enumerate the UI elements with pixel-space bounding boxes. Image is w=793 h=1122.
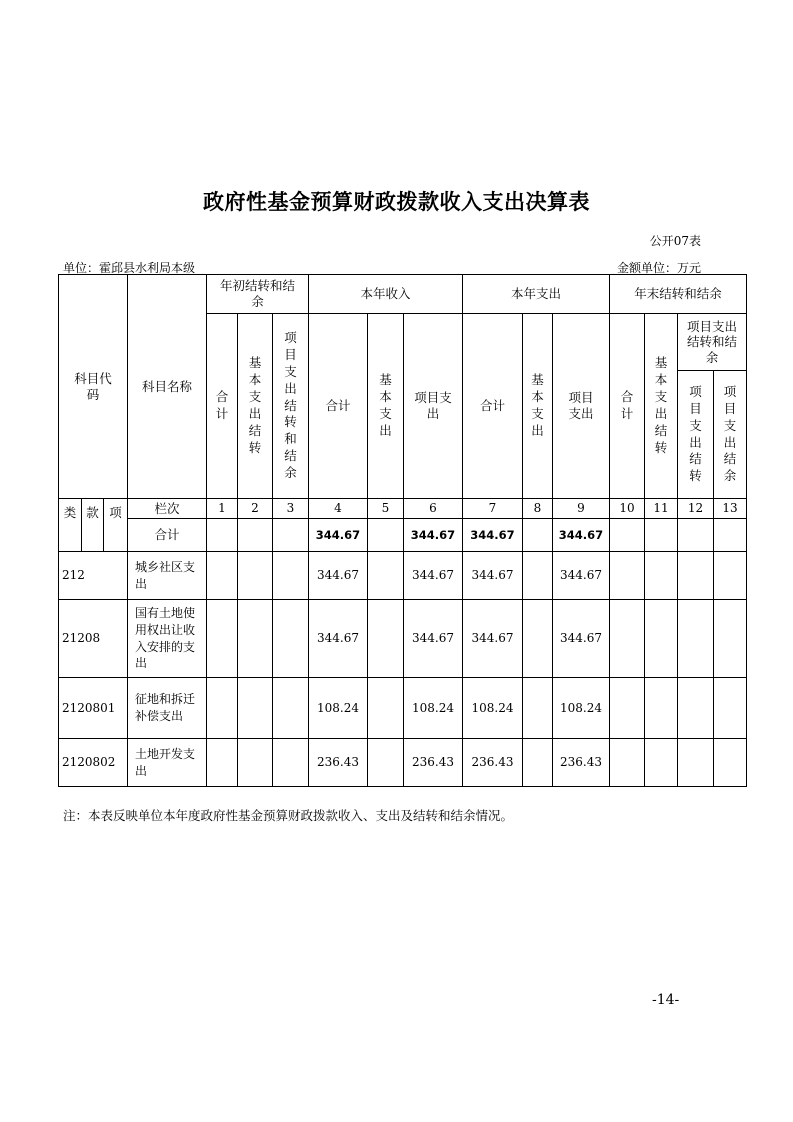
header-begin-total: 合计 — [207, 314, 238, 499]
column-number: 1 — [207, 499, 238, 519]
row-code: 2120801 — [59, 678, 128, 739]
header-expense-basic: 基本支出 — [523, 314, 553, 499]
table-note: 注：本表反映单位本年度政府性基金预算财政拨款收入、支出及结转和结余情况。 — [63, 808, 514, 823]
unit-label: 单位：霍邱县水利局本级 — [63, 261, 196, 275]
row-cell — [523, 600, 553, 678]
row-cell — [645, 678, 678, 739]
row-cell — [523, 552, 553, 600]
header-begin-project: 项目支出结转和结余 — [273, 314, 309, 499]
row-cell — [610, 739, 645, 787]
column-number: 2 — [238, 499, 273, 519]
header-end-total: 合计 — [610, 314, 645, 499]
row-cell: 108.24 — [463, 678, 523, 739]
row-cell — [273, 678, 309, 739]
table-row — [59, 600, 747, 678]
total-cell: 344.67 — [404, 519, 463, 552]
row-code: 21208 — [59, 600, 128, 678]
row-cell — [207, 739, 238, 787]
row-cell: 236.43 — [463, 739, 523, 787]
table-row — [59, 739, 747, 787]
row-cell: 108.24 — [553, 678, 610, 739]
row-cell — [610, 552, 645, 600]
row-cell — [645, 739, 678, 787]
page-number: -14- — [652, 992, 680, 1008]
row-name: 国有土地使用权出让收入安排的支出 — [128, 600, 207, 678]
column-number: 9 — [553, 499, 610, 519]
row-cell: 344.67 — [553, 600, 610, 678]
header-end-project-surplus: 项目支出结余 — [714, 371, 747, 499]
row-cell: 236.43 — [309, 739, 368, 787]
total-cell: 344.67 — [463, 519, 523, 552]
row-cell — [238, 600, 273, 678]
row-cell — [273, 739, 309, 787]
column-number: 5 — [368, 499, 404, 519]
row-cell — [368, 678, 404, 739]
header-expense-total: 合计 — [463, 314, 523, 499]
column-number: 4 — [309, 499, 368, 519]
row-cell — [714, 739, 747, 787]
total-row — [59, 519, 747, 552]
header-begin-basic: 基本支出结转 — [238, 314, 273, 499]
table-row — [59, 678, 747, 739]
row-name: 征地和拆迁补偿支出 — [128, 678, 207, 739]
row-cell — [368, 600, 404, 678]
row-cell — [610, 678, 645, 739]
row-cell: 344.67 — [404, 552, 463, 600]
row-cell — [238, 552, 273, 600]
total-cell — [273, 519, 309, 552]
row-cell — [207, 678, 238, 739]
row-cell — [523, 739, 553, 787]
row-cell: 344.67 — [553, 552, 610, 600]
row-cell — [207, 552, 238, 600]
column-number: 6 — [404, 499, 463, 519]
row-cell — [610, 600, 645, 678]
row-cell: 108.24 — [404, 678, 463, 739]
row-cell — [273, 600, 309, 678]
header-name: 科目名称 — [128, 275, 207, 499]
total-label: 合计 — [128, 519, 207, 552]
row-cell: 236.43 — [553, 739, 610, 787]
total-cell — [207, 519, 238, 552]
total-cell — [645, 519, 678, 552]
column-number: 3 — [273, 499, 309, 519]
row-name: 城乡社区支出 — [128, 552, 207, 600]
header-end-basic: 基本支出结转 — [645, 314, 678, 499]
form-number: 公开07表 — [649, 234, 701, 248]
row-cell — [238, 678, 273, 739]
row-cell: 344.67 — [404, 600, 463, 678]
header-section: 款 — [82, 499, 104, 552]
total-cell — [610, 519, 645, 552]
column-number: 13 — [714, 499, 747, 519]
header-class: 类 — [59, 499, 82, 552]
header-expense-group: 本年支出 — [463, 275, 610, 314]
row-cell — [714, 552, 747, 600]
total-cell — [678, 519, 714, 552]
row-cell: 108.24 — [309, 678, 368, 739]
page-title: 政府性基金预算财政拨款收入支出决算表 — [203, 189, 590, 214]
column-number: 12 — [678, 499, 714, 519]
row-cell — [523, 678, 553, 739]
row-cell: 344.67 — [309, 600, 368, 678]
row-cell — [678, 678, 714, 739]
header-income-basic: 基本支出 — [368, 314, 404, 499]
row-cell — [645, 600, 678, 678]
row-cell — [678, 739, 714, 787]
row-cell — [273, 552, 309, 600]
row-cell — [368, 739, 404, 787]
row-cell — [207, 600, 238, 678]
column-number: 11 — [645, 499, 678, 519]
header-end-project-carry: 项目支出结转 — [678, 371, 714, 499]
total-cell: 344.67 — [553, 519, 610, 552]
row-cell — [238, 739, 273, 787]
total-cell — [523, 519, 553, 552]
total-cell — [714, 519, 747, 552]
total-cell: 344.67 — [309, 519, 368, 552]
row-cell: 344.67 — [463, 552, 523, 600]
header-code: 科目代码 — [59, 275, 128, 499]
row-name: 土地开发支出 — [128, 739, 207, 787]
column-number: 8 — [523, 499, 553, 519]
column-number: 7 — [463, 499, 523, 519]
header-income-project: 项目支出 — [404, 314, 463, 499]
row-cell — [368, 552, 404, 600]
header-begin-group: 年初结转和结余 — [207, 275, 309, 314]
row-cell: 236.43 — [404, 739, 463, 787]
amount-unit-label: 金额单位：万元 — [616, 261, 701, 275]
row-cell — [714, 678, 747, 739]
budget-table — [58, 274, 747, 787]
total-cell — [368, 519, 404, 552]
header-income-total: 合计 — [309, 314, 368, 499]
row-code: 2120802 — [59, 739, 128, 787]
table-row — [59, 552, 747, 600]
header-end-group: 年末结转和结余 — [610, 275, 747, 314]
row-cell — [645, 552, 678, 600]
header-expense-project: 项目支出 — [553, 314, 610, 499]
column-label: 栏次 — [128, 499, 207, 519]
row-cell — [714, 600, 747, 678]
row-cell: 344.67 — [309, 552, 368, 600]
row-code: 212 — [59, 552, 128, 600]
column-number: 10 — [610, 499, 645, 519]
row-cell: 344.67 — [463, 600, 523, 678]
row-cell — [678, 552, 714, 600]
header-income-group: 本年收入 — [309, 275, 463, 314]
header-item: 项 — [104, 499, 128, 552]
row-cell — [678, 600, 714, 678]
total-cell — [238, 519, 273, 552]
header-end-project-group: 项目支出结转和结余 — [678, 314, 747, 371]
